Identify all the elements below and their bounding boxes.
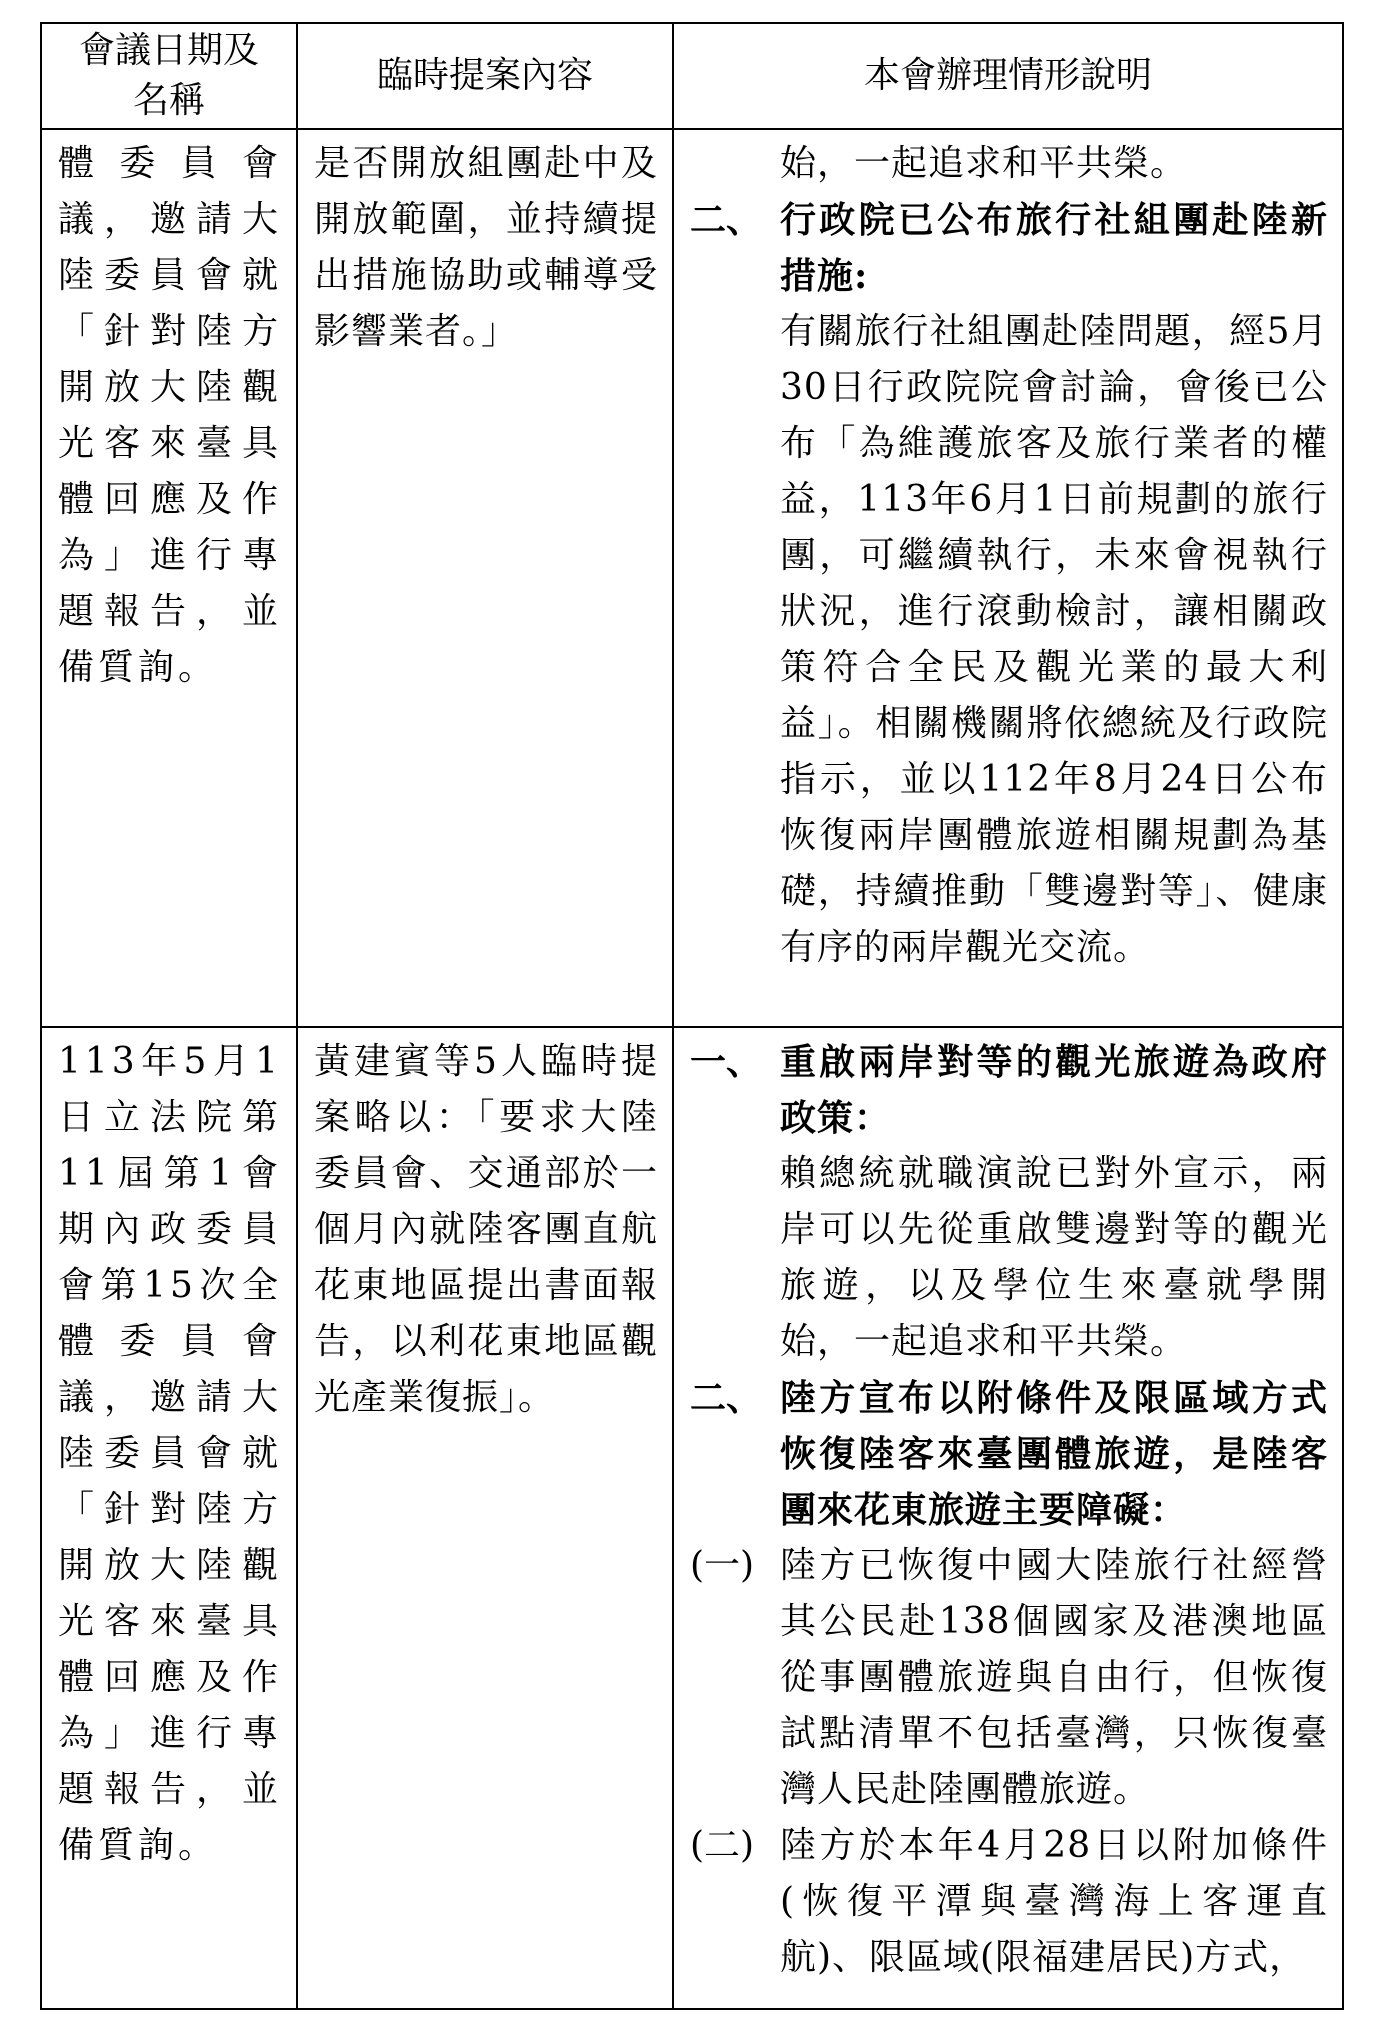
section-title: 行政院已公布旅行社組團赴陸新措施: — [780, 199, 1328, 297]
section-item — [690, 1370, 1328, 1538]
header-handling: 本會辦理情形說明 — [673, 23, 1343, 129]
proposal-text: 黃建賓等5人臨時提案略以：「要求大陸委員會、交通部於一個月內就陸客團直航花東地區提出書面報告，以利花東地區觀光產業復振」。 — [314, 1041, 658, 1418]
subsection-number: (一) — [690, 1545, 755, 1586]
subsection-body: 陸方於本年4月28日以附加條件(恢復平潭與臺灣海上客運直航)、限區域(限福建居民)方式， — [780, 1825, 1328, 1978]
report-table — [40, 22, 1344, 2010]
document-page — [40, 22, 1342, 2012]
section-title: 重啟兩岸對等的觀光旅遊為政府政策： — [780, 1041, 1328, 1139]
section-body: 賴總統就職演說已對外宣示，兩岸可以先從重啟雙邊對等的觀光旅遊，以及學位生來臺就學開始，一起追求和平共榮。 — [780, 1153, 1328, 1362]
section-number: 一、 — [690, 1041, 763, 1083]
table-row — [41, 1027, 1343, 2009]
section-body: 有關旅行社組團赴陸問題，經5月30日行政院院會討論，會後已公布「為維護旅客及旅行業者的權益，113年6月1日前規劃的旅行團，可繼續執行，未來會視執行狀況，進行滾動檢討，讓相關政策符合全民及觀光業的最大利益」。相關機關將依總統及行政院指示，並以112年8月24日公布恢復兩岸團體旅遊相關規劃為基礎，持續推動「雙邊對等」、健康有序的兩岸觀光交流。 — [780, 311, 1328, 968]
header-proposal: 臨時提案內容 — [297, 23, 673, 129]
section-number: 二、 — [690, 1377, 763, 1419]
handling-cell — [673, 129, 1343, 1027]
proposal-text: 是否開放組團赴中及開放範圍，並持續提出措施協助或輔導受影響業者。」 — [314, 143, 658, 352]
section-title: 陸方宣布以附條件及限區域方式恢復陸客來臺團體旅遊，是陸客團來花東旅遊主要障礙： — [780, 1377, 1328, 1531]
continuation-text: 始，一起追求和平共榮。 — [780, 143, 1188, 184]
proposal-cell — [297, 1027, 673, 2009]
subsection-number: (二) — [690, 1825, 755, 1866]
subsection-item — [690, 1538, 1328, 1818]
header-meeting: 會議日期及名稱 — [41, 23, 297, 129]
table-row — [41, 129, 1343, 1027]
section-number: 二、 — [690, 199, 763, 241]
meeting-text: 體委員會議，邀請大陸委員會就「針對陸方開放大陸觀光客來臺具體回應及作為」進行專題報告，並備質詢。 — [58, 143, 282, 688]
subsection-item — [690, 1818, 1328, 1986]
meeting-cell — [41, 129, 297, 1027]
proposal-cell — [297, 129, 673, 1027]
meeting-cell — [41, 1027, 297, 2009]
section-item — [690, 192, 1328, 976]
meeting-text: 113年5月1日立法院第11屆第1會期內政委員會第15次全體委員會議，邀請大陸委員會就「針對陸方開放大陸觀光客來臺具體回應及作為」進行專題報告，並備質詢。 — [58, 1041, 282, 1866]
table-header-row — [41, 23, 1343, 129]
section-item — [690, 1034, 1328, 1370]
handling-cell — [673, 1027, 1343, 2009]
subsection-body: 陸方已恢復中國大陸旅行社經營其公民赴138個國家及港澳地區從事團體旅遊與自由行，但恢復試點清單不包括臺灣，只恢復臺灣人民赴陸團體旅遊。 — [780, 1545, 1328, 1810]
